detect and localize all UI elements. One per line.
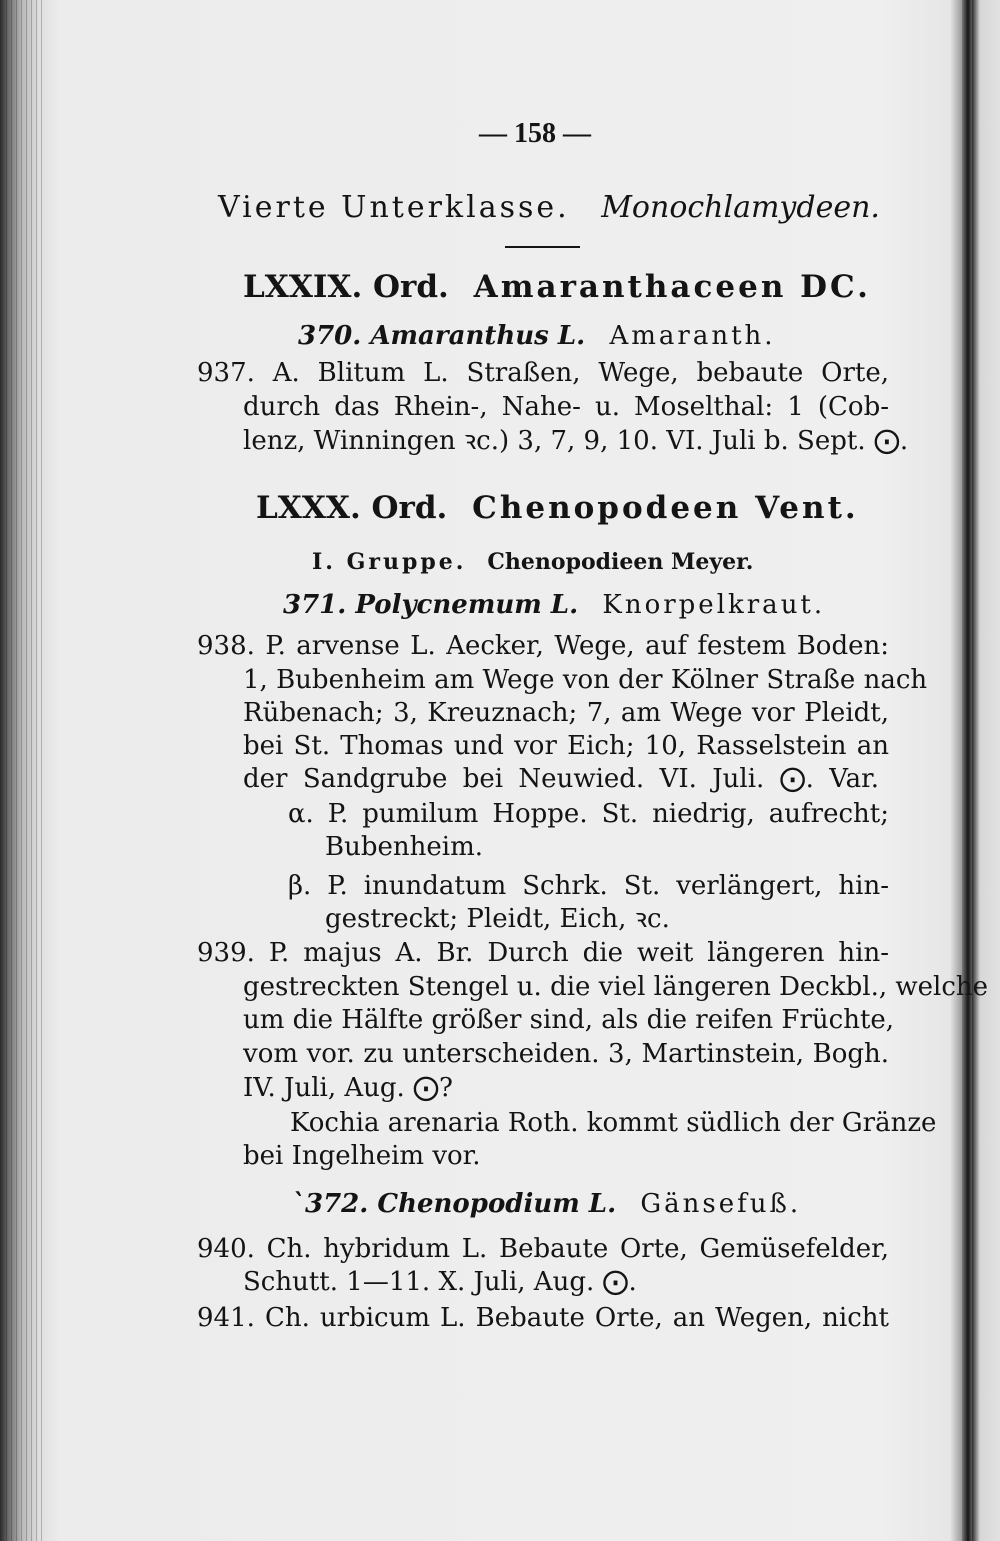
order-label: LXXX. Ord. [256,490,448,526]
order-heading-lxxix [243,268,871,306]
text-line-20: 940. Ch. hybridum L. Bebaute Orte, Gemüsefelder, [197,1234,889,1264]
order-name: Amaranthaceen DC. [473,269,871,305]
class-heading [218,190,880,226]
genus-heading-372 [292,1188,801,1220]
order-name: Chenopodeen Vent. [472,490,859,526]
genus-german: Knorpelkraut. [602,590,826,620]
text-line-5: 1, Bubenheim am Wege von der Kölner Straße nach [243,665,928,695]
text-line-19: bei Ingelheim vor. [243,1141,481,1171]
text-line-2: durch das Rhein-, Nahe- u. Moselthal: 1 (Cob- [243,392,889,422]
text-line-8: der Sandgrube bei Neuwied. VI. Juli. ⨀. Var. [243,764,879,794]
genus-heading-370 [298,320,776,352]
text-line-3: lenz, Winningen ꝛc.) 3, 7, 9, 10. VI. Juli b. Sept. ⨀. [243,426,909,456]
class-heading-latin: Monochlamydeen. [601,190,880,225]
page-number: — 158 — [479,118,591,149]
order-heading-lxxx [256,489,859,527]
text-line-21: Schutt. 1—11. X. Juli, Aug. ⨀. [243,1267,637,1297]
genus-label: `372. Chenopodium L. [292,1189,617,1219]
text-line-11: β. P. inundatum Schrk. St. verlängert, hin- [288,871,889,901]
text-line-6: Rübenach; 3, Kreuznach; 7, am Wege vor Pleidt, [243,698,889,728]
genus-german: Amaranth. [609,321,776,351]
genus-label: 370. Amaranthus L. [298,321,586,351]
text-line-9: α. P. pumilum Hoppe. St. niedrig, aufrecht; [288,799,889,829]
order-label: LXXIX. Ord. [243,269,449,305]
genus-label: 371. Polycnemum L. [283,590,579,620]
genus-heading-371 [283,589,825,621]
text-line-22: 941. Ch. urbicum L. Bebaute Orte, an Wegen, nicht [197,1303,889,1333]
text-line-10: Bubenheim. [325,832,483,862]
text-line-14: gestreckten Stengel u. die viel längeren Deckbl., welche [243,972,989,1002]
genus-german: Gänsefuß. [640,1189,802,1219]
group-name: Chenopodieen Meyer. [487,549,754,575]
text-line-4: 938. P. arvense L. Aecker, Wege, auf festem Boden: [197,631,889,661]
text-line-17: IV. Juli, Aug. ⨀? [243,1073,453,1103]
group-label: I. Gruppe. [312,549,467,575]
text-line-18: Kochia arenaria Roth. kommt südlich der Gränze [290,1108,937,1138]
class-heading-german: Vierte Unterklasse. [218,190,570,225]
text-line-1: 937. A. Blitum L. Straßen, Wege, bebaute Orte, [197,358,889,388]
text-line-16: vom vor. zu unterscheiden. 3, Martinstein, Bogh. [243,1039,889,1069]
text-line-13: 939. P. majus A. Br. Durch die weit längeren hin- [197,938,889,968]
text-line-15: um die Hälfte größer sind, als die reifen Früchte, [243,1005,895,1035]
group-heading [312,546,753,579]
heading-rule [505,246,580,248]
text-line-7: bei St. Thomas und vor Eich; 10, Rasselstein an [243,731,889,761]
text-line-12: gestreckt; Pleidt, Eich, ꝛc. [325,904,670,934]
